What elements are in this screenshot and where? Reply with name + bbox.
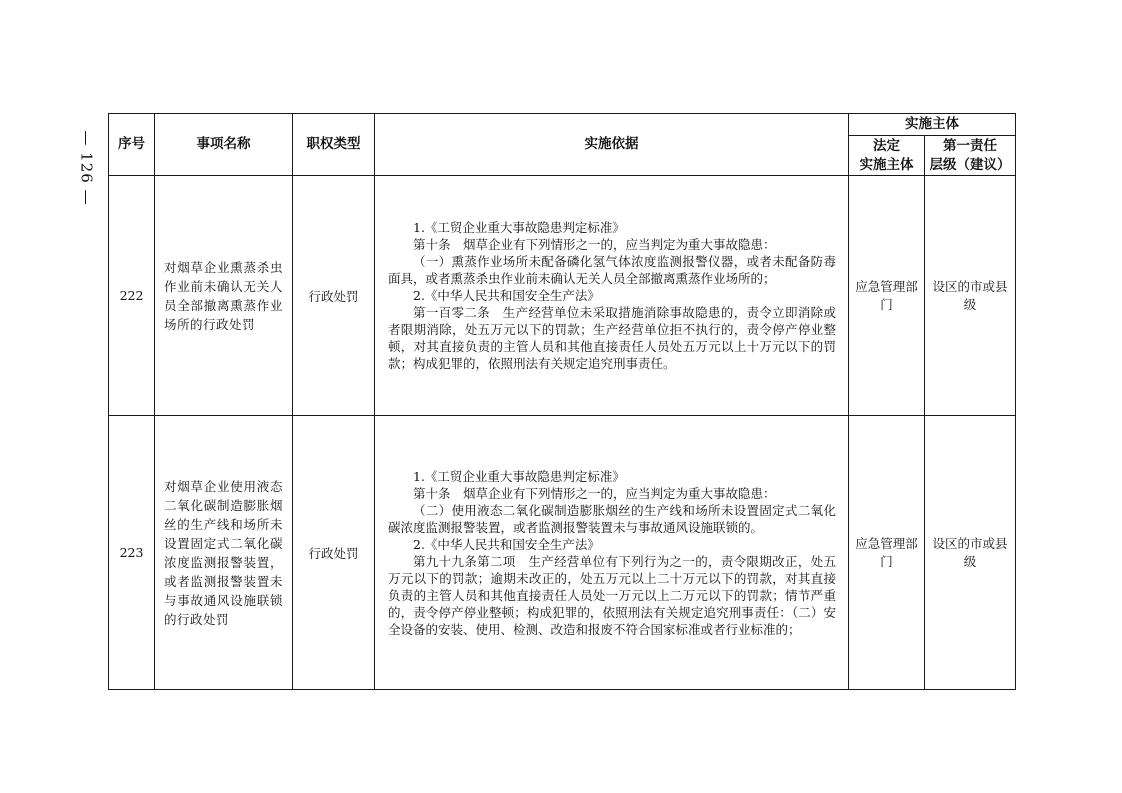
page-number-text: — 126 —	[78, 130, 97, 206]
basis-line: （一）熏蒸作业场所未配备磷化氢气体浓度监测报警仪器，或者未配备防毒面具，或者熏蒸杀虫作业前未确认无关人员全部撤离熏蒸作业场所的；	[388, 254, 836, 287]
basis-line: 第一百零二条 生产经营单位未采取措施消除事故隐患的，责令立即消除或者限期消除，处五万元以下的罚款；生产经营单位拒不执行的，责令停产停业整顿，对其直接负责的主管人员和其他直接责任人员处五万元以上十万元以下的罚款；构成犯罪的，依照刑法有关规定追究刑事责任。	[388, 305, 836, 372]
header-legal-subject	[849, 136, 925, 176]
header-seq: 序号	[109, 114, 155, 176]
row-seq: 222	[109, 176, 155, 416]
row-legal-subject: 应急管理部门	[849, 416, 925, 690]
header-subject: 实施主体	[849, 114, 1016, 136]
basis-line: （二）使用液态二氧化碳制造膨胀烟丝的生产线和场所未设置固定式二氧化碳浓度监测报警装置，或者监测报警装置未与事故通风设施联锁的。	[388, 502, 836, 535]
header-legal-subject-line2: 实施主体	[859, 156, 914, 173]
row-basis	[375, 416, 849, 690]
basis-line: 1.《工贸企业重大事故隐患判定标准》	[413, 468, 625, 484]
row-first-level: 设区的市或县级	[925, 176, 1016, 416]
header-name: 事项名称	[155, 114, 293, 176]
header-type: 职权类型	[293, 114, 375, 176]
basis-line: 第十条 烟草企业有下列情形之一的，应当判定为重大事故隐患：	[413, 485, 776, 501]
row-type: 行政处罚	[293, 176, 375, 416]
row-legal-subject: 应急管理部门	[849, 176, 925, 416]
basis-line: 第十条 烟草企业有下列情形之一的，应当判定为重大事故隐患：	[413, 237, 776, 253]
row-basis	[375, 176, 849, 416]
row-name: 对烟草企业熏蒸杀虫作业前未确认无关人员全部撤离熏蒸作业场所的行政处罚	[155, 176, 293, 416]
table-row	[109, 416, 1016, 690]
basis-line: 2.《中华人民共和国安全生产法》	[413, 288, 600, 304]
page-number	[72, 118, 102, 218]
table-row	[109, 176, 1016, 416]
row-seq: 223	[109, 416, 155, 690]
header-basis: 实施依据	[375, 114, 849, 176]
header-first-level-line1: 第一责任	[943, 137, 997, 154]
basis-line: 2.《中华人民共和国安全生产法》	[413, 536, 600, 552]
row-name: 对烟草企业使用液态二氧化碳制造膨胀烟丝的生产线和场所未设置固定式二氧化碳浓度监测报警装置，或者监测报警装置未与事故通风设施联锁的行政处罚	[155, 416, 293, 690]
basis-line: 1.《工贸企业重大事故隐患判定标准》	[413, 220, 625, 236]
header-first-level	[925, 136, 1016, 176]
row-type: 行政处罚	[293, 416, 375, 690]
basis-line: 第九十九条第二项 生产经营单位有下列行为之一的，责令限期改正，处五万元以下的罚款；逾期未改正的，处五万元以上二十万元以下的罚款，对其直接负责的主管人员和其他直接责任人员处一万元以上二万元以下的罚款；情节严重的，责令停产停业整顿；构成犯罪的，依照刑法有关规定追究刑事责任：（二）安全设备的安装、使用、检测、改造和报废不符合国家标准或者行业标准的；	[388, 553, 836, 637]
matters-table	[108, 113, 1016, 690]
row-first-level: 设区的市或县级	[925, 416, 1016, 690]
header-first-level-line2: 层级（建议）	[929, 156, 1011, 173]
header-legal-subject-line1: 法定	[873, 137, 900, 154]
